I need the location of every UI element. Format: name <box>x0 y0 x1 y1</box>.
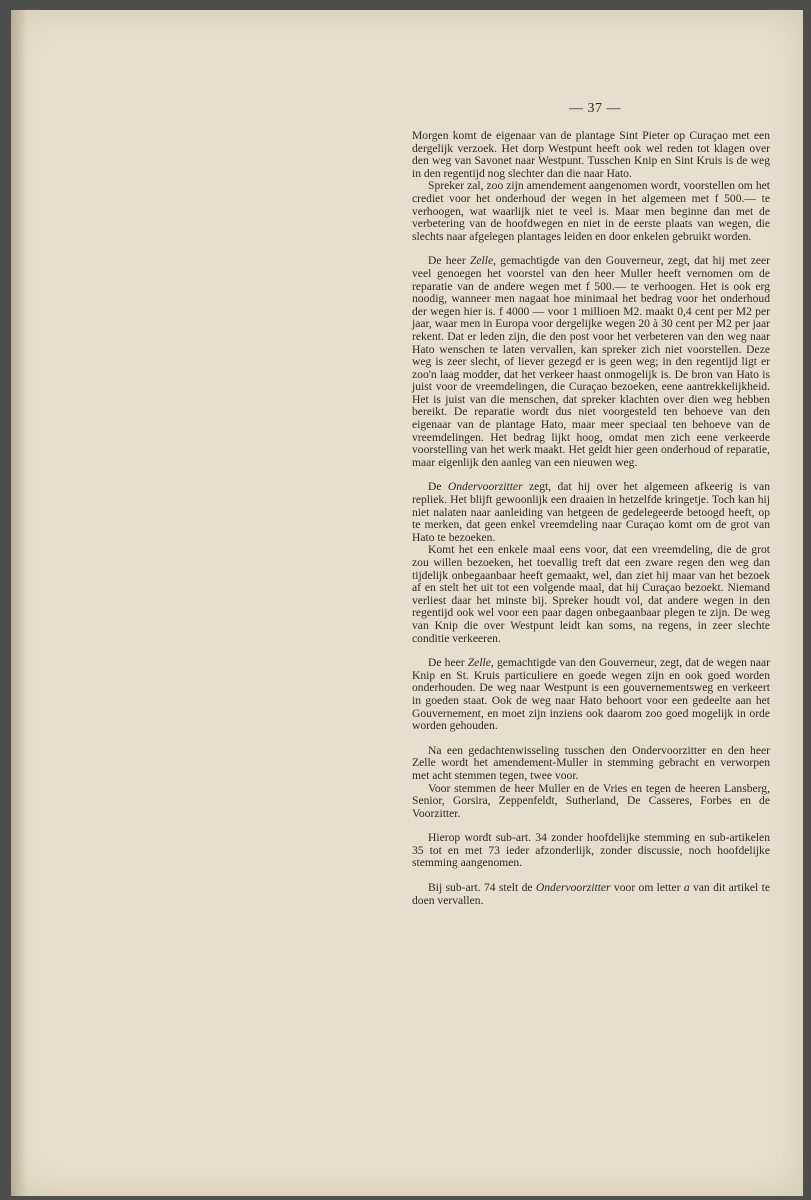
speaker-name: Zelle <box>467 656 491 670</box>
paragraph: Komt het een enkele maal eens voor, dat een vreemdeling, die de grot zou willen bezoeken, het toevallig treft dat een zware regen den weg dan tijdelijk onbegaanbaar heeft gemaakt, wel, dan ziet hij maar van het bezoek af en stelt het uit tot een volgende maal, dat hij Curaçao bezoekt. Niemand verliest daar het minste bij. Spreker houdt vol, dat andere wegen in den regentijd ook wel voor een paar dagen onbegaanbaar plegen te zijn. De weg van Knip die over Westpunt leidt kan soms, na regens, in zeer slechte conditie verkeeren. <box>412 543 770 645</box>
speaker-name: Zelle <box>469 254 494 268</box>
speaker-name: Ondervoorzitter <box>447 480 523 494</box>
paragraph: Spreker zal, zoo zijn amendement aangenomen wordt, voorstellen om het crediet voor het onderhoud der wegen in het algemeen met f 500.— te verhoogen, wat waarlijk niet te veel is. Maar men beginne dan met de verbetering van de hoofdwegen en niet in de eerste plaats van wegen, die slechts naar afgelegen plantages leiden en door enkelen gebruikt worden. <box>412 179 770 243</box>
binding-shadow <box>11 10 27 1196</box>
paragraph-text: , gemachtigde van den Gouverneur, zegt, dat de wegen naar Knip en St. Kruis particuliere en goede wegen zijn en ook goed worden onderhouden. De weg naar Westpunt is een gouvernementsweg en verkeert in goeden staat. Ook de weg naar Hato behoort voor een gedeelte aan het Gouvernement, en moet zijn inziens ook daarom zoo goed mogelijk in orde worden gehouden. <box>412 656 771 733</box>
paragraph-text: De <box>428 480 448 494</box>
paragraph: Hierop wordt sub-art. 34 zonder hoofdelijke stemming en sub-artikelen 35 tot en met 73 ieder afzonderlijk, zonder discussie, noch hoofdelijke stemming aangenomen. <box>412 831 770 870</box>
paragraph-text: De heer <box>428 254 470 268</box>
paragraph-text: van dit artikel te doen vervallen. <box>412 881 770 907</box>
paragraph <box>412 255 770 469</box>
paragraph <box>412 481 770 544</box>
paragraph <box>412 657 770 733</box>
paragraph-text: Bij sub-art. 74 stelt de <box>428 881 536 895</box>
speaker-name: Ondervoorzitter <box>535 881 611 895</box>
paragraph <box>412 882 770 907</box>
paragraph-text: , gemachtigde van den Gouverneur, zegt, dat hij met zeer veel genoegen het voorstel van den heer Muller heeft vernomen om de reparatie van de andere wegen met f 500.— te verhoogen. Het is ook erg noodig, wanneer men nagaat hoe minimaal het bedrag voor het onderhoud der wegen hier is. f 4000 — voor 1 millioen M2. maakt 0,4 cent per M2 per jaar, waar men in Europa voor dergelijke wegen 20 à 30 cent per M2 per jaar rekent. Dat er leden zijn, die den post voor het verbeteren van den weg naar Hato wenschen te laten vervallen, kan spreker zich niet voorstellen. Deze weg is zeer slecht, of liever gezegd er is geen weg; in den regentijd ligt er zoo'n laag modder, dat het verkeer haast onmogelijk is. De bron van Hato is juist voor de vreemdelingen, die Curaçao bezoeken, eene aantrekkelijkheid. Het is juist van die menschen, dat spreker klachten over dien weg hebben bereikt. De reparatie wordt dus niet voorgesteld ten behoeve van den eigenaar van de plantage Hato, maar meer speciaal ten behoeve van de vreemdelingen. Het bedrag lijkt hoog, omdat men zich eene verkeerde voorstelling van het werk maakt. Het geldt hier geen onderhoud of reparatie, maar eigenlijk den aanleg van een nieuwen weg. <box>412 254 771 469</box>
body-text <box>412 130 770 907</box>
page-number: — 37 — <box>569 101 621 116</box>
paragraph: Voor stemmen de heer Muller en de Vries en tegen de heeren Lansberg, Senior, Gorsira, Zeppenfeldt, Sutherland, De Casseres, Forbes en de Voorzitter. <box>412 781 770 820</box>
paragraph-text: zegt, dat hij over het algemeen afkeerig is van repliek. Het blijft gewoonlijk een draaien in hetzelfde kringetje. Toch kan hij niet nalaten naar aanleiding van hetgeen de gedelegeerde betoogd heeft, op te merken, dat geen enkel vreemdeling naar Curaçao komt om de grot van Hato te bezoeken. <box>412 480 770 544</box>
letter-reference: a <box>683 881 690 895</box>
paragraph-text: voor om letter <box>610 881 684 895</box>
paragraph-text: De heer <box>428 656 468 670</box>
paragraph: Na een gedachtenwisseling tusschen den Ondervoorzitter en den heer Zelle wordt het amendement-Muller in stemming gebracht en verworpen met acht stemmen tegen, twee voor. <box>412 743 770 782</box>
paragraph: Morgen komt de eigenaar van de plantage Sint Pieter op Curaçao met een dergelijk verzoek. Het dorp Westpunt heeft ook wel reden tot klagen over den weg van Savonet naar Westpunt. Tusschen Knip en Sint Kruis is de weg in den regentijd nog slechter dan die naar Hato. <box>412 129 770 180</box>
